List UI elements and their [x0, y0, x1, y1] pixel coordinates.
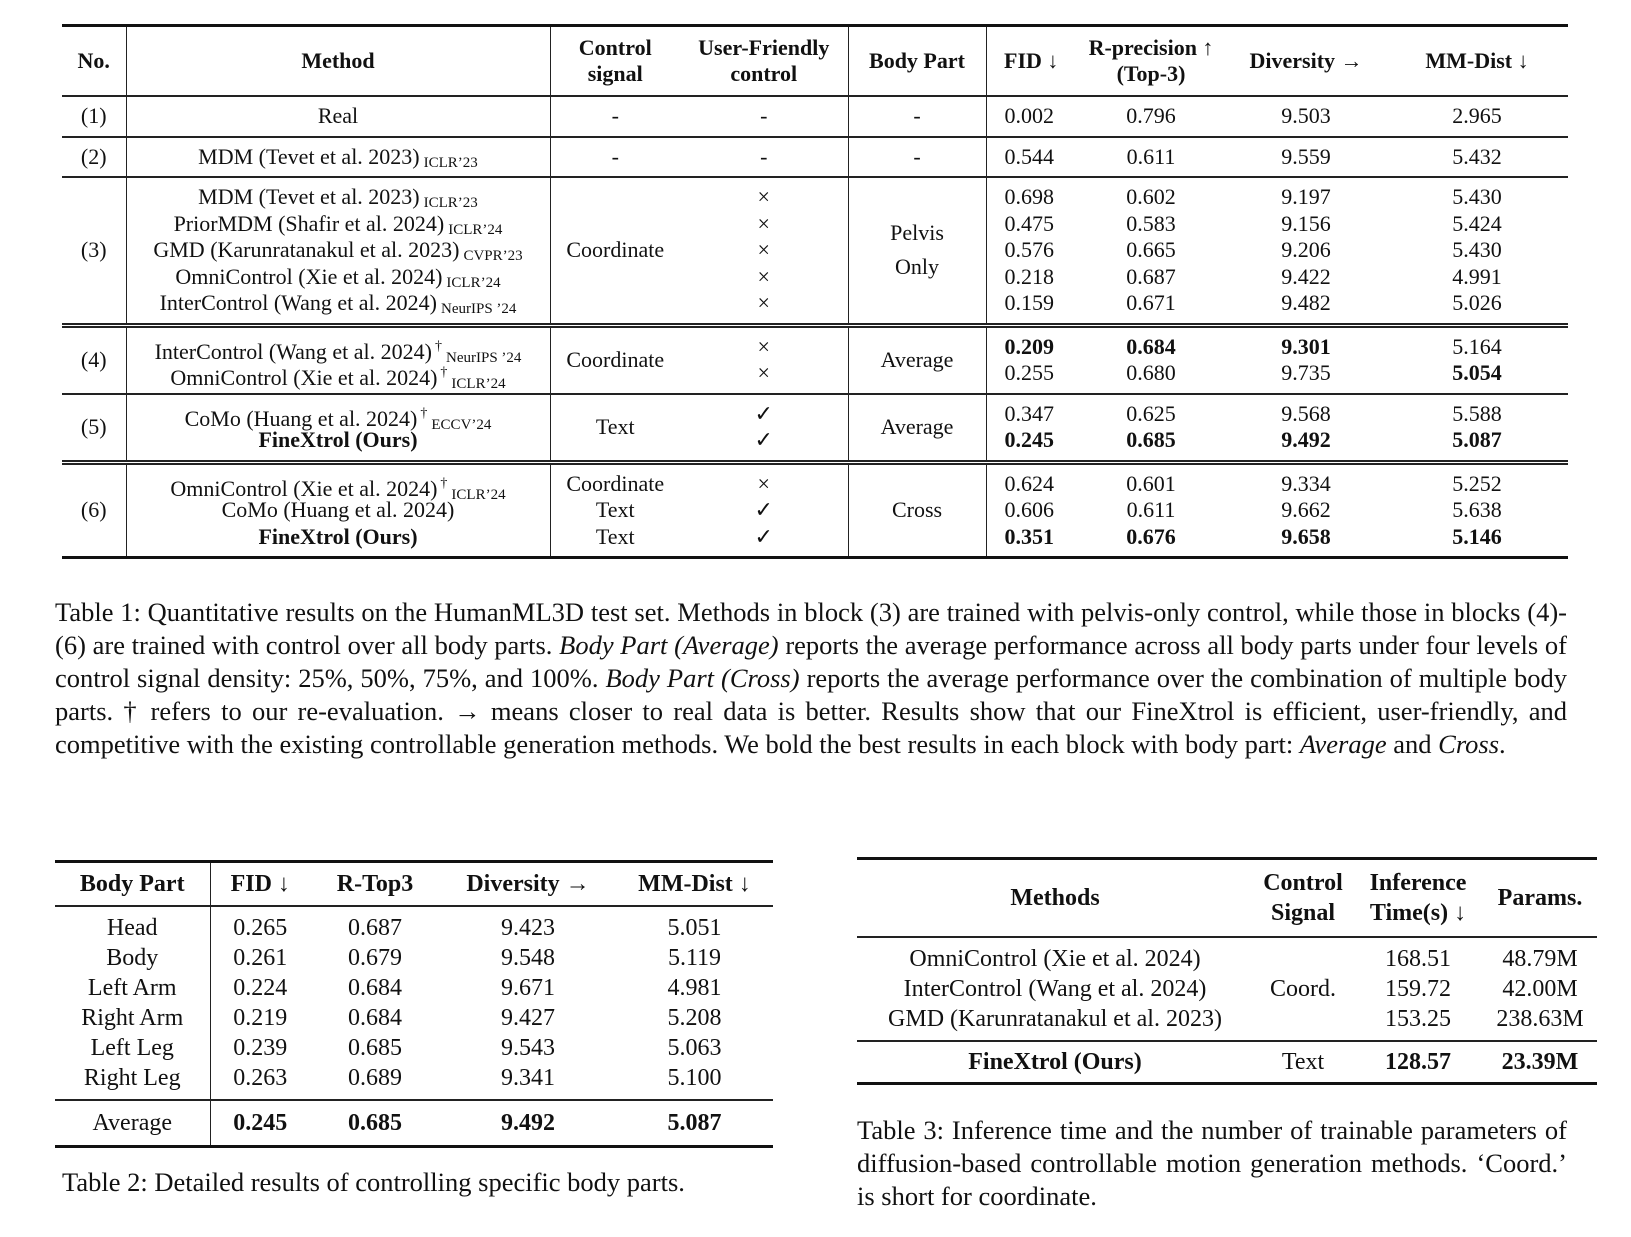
- fid-cell: [986, 177, 1076, 325]
- method-name: FineXtrol (Ours): [258, 427, 418, 452]
- params: 48.79M: [1502, 946, 1578, 972]
- header-user-friendly: User-Friendly control: [698, 35, 830, 86]
- table-row-block: [62, 137, 1568, 178]
- venue-label: ICLR’23: [423, 154, 478, 171]
- table-3-body: [857, 937, 1597, 1084]
- table-row: [55, 943, 773, 973]
- r-precision-cell: [1076, 462, 1226, 558]
- table-row: [857, 974, 1597, 1004]
- venue-label: ECCV’24: [431, 416, 492, 433]
- control-signal-cell: Text: [550, 394, 680, 463]
- venue-label: ICLR’24: [451, 376, 506, 392]
- fid-cell-value: 0.624: [1004, 470, 1054, 496]
- user-friendly-cell-value: ×: [757, 333, 770, 359]
- header-method: Method: [126, 26, 550, 97]
- venue-label: ICLR’23: [423, 195, 478, 211]
- average-value: 0.245: [210, 1100, 310, 1147]
- r-precision-cell: [1076, 137, 1226, 178]
- r-precision-cell-value: 0.583: [1126, 210, 1176, 236]
- table-row: [55, 973, 773, 1003]
- control-signal-cell: -: [550, 137, 680, 178]
- header-r-precision: R-precision ↑ (Top-3): [1088, 35, 1214, 86]
- r-precision-cell-value: 0.684: [1126, 333, 1176, 359]
- header-mm-dist: MM-Dist ↓: [1425, 48, 1529, 73]
- metric-value: 9.427: [501, 1005, 555, 1031]
- table-row-block: [62, 394, 1568, 463]
- t3-header-params: Params.: [1497, 885, 1583, 911]
- table-row: [55, 1033, 773, 1063]
- fid-cell-value: 0.255: [1004, 360, 1054, 385]
- table-row-average: [55, 1100, 773, 1147]
- fid-cell-value: 0.475: [1004, 210, 1054, 236]
- fid-cell-value: 0.002: [1004, 103, 1054, 128]
- metric-value: 9.543: [501, 1035, 555, 1061]
- header-control-signal: Control signal: [550, 26, 680, 97]
- user-friendly-cell-value: ✓: [754, 400, 773, 426]
- diversity-cell: [1226, 325, 1386, 394]
- method-name: GMD (Karunratanakul et al. 2023) $_{CVPR’23}$: [153, 237, 523, 264]
- table-row: [55, 1063, 773, 1100]
- average-value: 9.492: [501, 1110, 555, 1136]
- diversity-cell-value: 9.482: [1281, 290, 1331, 315]
- dagger-mark: †: [440, 475, 448, 491]
- mm-dist-cell-value: 5.430: [1452, 237, 1502, 262]
- diversity-cell-value: 9.334: [1281, 470, 1331, 496]
- metric-value: 0.689: [348, 1065, 402, 1091]
- method-name: CoMo (Huang et al. 2024): [221, 497, 455, 522]
- user-friendly-cell: [680, 177, 848, 325]
- block-number: (6): [80, 497, 107, 522]
- dagger-mark: †: [420, 405, 428, 421]
- fid-cell-value: 0.576: [1004, 237, 1054, 262]
- diversity-cell-value: 9.568: [1281, 400, 1331, 426]
- r-precision-cell-value: 0.665: [1126, 237, 1176, 262]
- mm-dist-cell-value: 5.588: [1452, 400, 1502, 426]
- method-cell: [126, 96, 550, 137]
- metric-value: 0.239: [210, 1033, 310, 1063]
- mm-dist-cell-value: 5.054: [1452, 360, 1502, 385]
- metric-value: 9.341: [501, 1065, 555, 1091]
- r-precision-cell: [1076, 325, 1226, 394]
- mm-dist-cell: [1386, 325, 1568, 394]
- metric-value: 5.051: [667, 915, 722, 941]
- ours-params: 23.39M: [1501, 1049, 1579, 1075]
- diversity-cell: [1226, 96, 1386, 137]
- diversity-cell: [1226, 462, 1386, 558]
- user-friendly-cell: [680, 96, 848, 137]
- control-signal-cell: -: [550, 96, 680, 137]
- method-cell: [126, 394, 550, 463]
- fid-cell-value: 0.245: [1004, 427, 1054, 452]
- r-precision-cell-value: 0.676: [1126, 523, 1176, 549]
- table-row-block: [62, 325, 1568, 394]
- params: 238.63M: [1496, 1006, 1584, 1032]
- table-3: [857, 857, 1597, 1085]
- table-row: [55, 1003, 773, 1033]
- diversity-cell-value: 9.206: [1281, 237, 1331, 262]
- control-signal-cell: Coordinate: [550, 325, 680, 394]
- user-friendly-cell-value: ✓: [754, 497, 773, 522]
- params: 42.00M: [1502, 976, 1578, 1002]
- venue-label: CVPR’23: [463, 248, 523, 264]
- r-precision-cell: [1076, 177, 1226, 325]
- metric-value: 0.219: [210, 1003, 310, 1033]
- mm-dist-cell-value: 5.432: [1452, 143, 1502, 169]
- control-signal-cell: [550, 462, 680, 558]
- metric-value: 9.671: [501, 975, 555, 1001]
- body-part-cell: Average: [848, 394, 986, 463]
- method-name: GMD (Karunratanakul et al. 2023): [888, 1006, 1222, 1032]
- t2-header-mm-dist: MM-Dist ↓: [638, 870, 751, 897]
- r-precision-cell-value: 0.685: [1126, 427, 1176, 452]
- block-number: (3): [80, 237, 107, 262]
- body-part-label: Left Leg: [90, 1035, 174, 1061]
- metric-value: 0.684: [348, 975, 402, 1001]
- table-2: [55, 860, 773, 1148]
- metric-value: 0.265: [210, 906, 310, 943]
- control-signal-cell: Coordinate: [550, 177, 680, 325]
- diversity-cell-value: 9.197: [1281, 184, 1331, 209]
- t2-header-diversity: Diversity →: [466, 870, 590, 897]
- metric-value: 0.684: [348, 1005, 402, 1031]
- r-precision-cell-value: 0.671: [1126, 290, 1176, 315]
- table-row-block: [62, 462, 1568, 558]
- user-friendly-cell: [680, 137, 848, 178]
- fid-cell-value: 0.351: [1004, 523, 1054, 549]
- body-part-cell: Average: [848, 325, 986, 394]
- metric-value: 5.100: [667, 1065, 722, 1091]
- user-friendly-cell: [680, 394, 848, 463]
- metric-value: 0.224: [210, 973, 310, 1003]
- r-precision-cell-value: 0.611: [1126, 143, 1176, 169]
- mm-dist-cell: [1386, 394, 1568, 463]
- mm-dist-cell-value: 2.965: [1452, 103, 1502, 128]
- metric-value: 4.981: [667, 975, 722, 1001]
- metric-value: 0.679: [348, 945, 402, 971]
- method-cell: [126, 177, 550, 325]
- method-name: FineXtrol (Ours): [258, 523, 418, 549]
- r-precision-cell: [1076, 394, 1226, 463]
- metric-value: 5.119: [667, 945, 722, 971]
- dagger-mark: †: [440, 365, 448, 380]
- fid-cell: [986, 462, 1076, 558]
- metric-value: 5.208: [667, 1005, 722, 1031]
- metric-value: 0.687: [348, 915, 402, 941]
- fid-cell-value: 0.218: [1004, 263, 1054, 289]
- mm-dist-cell-value: 5.026: [1452, 290, 1502, 315]
- body-part-label: Right Leg: [83, 1065, 181, 1091]
- dagger-mark: †: [435, 338, 442, 354]
- fid-cell-value: 0.159: [1004, 290, 1054, 315]
- t3-header-methods: Methods: [1010, 885, 1100, 911]
- diversity-cell-value: 9.503: [1281, 103, 1331, 128]
- average-label: Average: [92, 1110, 172, 1136]
- method-name: Real: [317, 103, 359, 128]
- table-row-block: [62, 96, 1568, 137]
- r-precision-cell: [1076, 96, 1226, 137]
- body-part-cell: -: [848, 96, 986, 137]
- method-name: OmniControl (Xie et al. 2024) †$_{ICLR’24}$: [170, 365, 506, 392]
- table-row-block: [62, 177, 1568, 325]
- t3-header-control-signal: Control Signal: [1263, 870, 1343, 926]
- mm-dist-cell-value: 5.164: [1452, 333, 1502, 359]
- diversity-cell-value: 9.156: [1281, 210, 1331, 236]
- metric-value: 0.261: [210, 943, 310, 973]
- control-signal-cell-value: Text: [595, 523, 635, 549]
- venue-label: ICLR’24: [448, 221, 503, 238]
- venue-label: ICLR’24: [451, 486, 506, 503]
- diversity-cell-value: 9.422: [1281, 263, 1331, 289]
- user-friendly-cell-value: ✓: [754, 523, 773, 549]
- mm-dist-cell: [1386, 177, 1568, 325]
- r-precision-cell-value: 0.687: [1126, 263, 1176, 289]
- r-precision-cell-value: 0.625: [1126, 400, 1176, 426]
- t2-header-fid: FID ↓: [210, 862, 310, 907]
- mm-dist-cell: [1386, 462, 1568, 558]
- ours-control: Text: [1281, 1049, 1325, 1075]
- user-friendly-cell-value: ×: [757, 470, 770, 496]
- metric-value: 9.548: [501, 945, 555, 971]
- table-1-caption: Table 1: Quantitative results on the HumanML3D test set. Methods in block (3) are trained with pelvis-only control, while those in blocks (4)-(6) are trained with control over all body parts. Body Part (Average) reports the average performance across all body parts under four levels of control signal density: 25%, 50%, 75%, and 100%. Body Part (Cross) reports the average performance over the combination of multiple body parts. † refers to our re-evaluation. → means closer to real data is better. Results show that our FineXtrol is efficient, user-friendly, and competitive with the existing controllable generation methods. We bold the best results in each block with body part: Average and Cross.: [55, 597, 1568, 759]
- r-precision-cell-value: 0.680: [1126, 360, 1176, 385]
- fid-cell-value: 0.209: [1004, 333, 1054, 359]
- diversity-cell-value: 9.492: [1281, 427, 1331, 452]
- venue-label: NeurIPS ’24: [441, 301, 517, 317]
- method-name: OmniControl (Xie et al. 2024): [909, 946, 1201, 972]
- r-precision-cell-value: 0.611: [1126, 497, 1176, 522]
- header-no: No.: [77, 48, 110, 73]
- mm-dist-cell-value: 5.146: [1452, 523, 1502, 549]
- user-friendly-cell-value: -: [760, 143, 768, 169]
- method-cell: [126, 462, 550, 558]
- table-2-body: [55, 906, 773, 1147]
- fid-cell: [986, 137, 1076, 178]
- header-body-part: Body Part: [848, 26, 986, 97]
- table-row: [857, 937, 1597, 974]
- user-friendly-cell-value: ×: [757, 360, 770, 385]
- fid-cell-value: 0.698: [1004, 184, 1054, 209]
- user-friendly-cell-value: ×: [757, 210, 770, 236]
- t3-header-inference-time: Inference Time(s) ↓: [1369, 870, 1467, 926]
- header-diversity: Diversity →: [1249, 48, 1363, 73]
- venue-label: ICLR’24: [446, 274, 501, 291]
- diversity-cell-value: 9.301: [1281, 333, 1331, 359]
- t2-header-r-top3: R-Top3: [336, 870, 414, 897]
- method-name: OmniControl (Xie et al. 2024) $_{ICLR’24}$: [175, 263, 501, 291]
- mm-dist-cell: [1386, 96, 1568, 137]
- method-name: InterControl (Wang et al. 2024) †$_{NeurIPS ’24}$: [154, 338, 522, 366]
- mm-dist-cell-value: 5.424: [1452, 210, 1502, 236]
- mm-dist-cell-value: 5.252: [1452, 470, 1502, 496]
- user-friendly-cell: [680, 462, 848, 558]
- table-row: [55, 906, 773, 943]
- inference-time: 168.51: [1385, 946, 1451, 972]
- user-friendly-cell-value: ×: [757, 263, 770, 289]
- fid-cell-value: 0.544: [1004, 143, 1054, 169]
- metric-value: 9.423: [501, 915, 555, 941]
- table-row-ours: [857, 1041, 1597, 1084]
- average-value: 5.087: [667, 1110, 722, 1136]
- method-name: InterControl (Wang et al. 2024) $_{NeurIPS ’24}$: [159, 290, 517, 317]
- method-name: CoMo (Huang et al. 2024) †$_{ECCV’24}$: [184, 405, 492, 433]
- control-signal-cell-value: Coordinate: [566, 470, 665, 496]
- r-precision-cell-value: 0.796: [1126, 103, 1176, 128]
- table-1-body: [62, 96, 1568, 558]
- diversity-cell: [1226, 394, 1386, 463]
- method-name: PriorMDM (Shafir et al. 2024) $_{ICLR’24}$: [173, 210, 503, 238]
- control-signal-cell: Coord.: [1270, 976, 1336, 1002]
- mm-dist-cell-value: 5.638: [1452, 497, 1502, 522]
- ours-method: FineXtrol (Ours): [968, 1049, 1142, 1075]
- fid-cell: [986, 394, 1076, 463]
- block-number: (1): [80, 103, 107, 128]
- r-precision-cell-value: 0.602: [1126, 184, 1176, 209]
- user-friendly-cell-value: ×: [757, 237, 770, 262]
- mm-dist-cell-value: 4.991: [1452, 263, 1502, 289]
- user-friendly-cell-value: ✓: [754, 427, 773, 452]
- r-precision-cell-value: 0.601: [1126, 470, 1176, 496]
- body-part-label: Body: [106, 945, 159, 971]
- header-fid: FID ↓: [986, 26, 1076, 97]
- venue-label: NeurIPS ’24: [446, 349, 522, 366]
- diversity-cell-value: 9.735: [1281, 360, 1331, 385]
- body-part-cell: -: [848, 137, 986, 178]
- table-3-caption: Table 3: Inference time and the number of trainable parameters of diffusion-based controllable motion generation methods. ‘Coord.’ is short for coordinate.: [857, 1115, 1567, 1211]
- metric-value: 0.685: [348, 1035, 402, 1061]
- mm-dist-cell-value: 5.087: [1452, 427, 1502, 452]
- body-part-label: Left Arm: [87, 975, 177, 1001]
- diversity-cell: [1226, 137, 1386, 178]
- user-friendly-cell-value: ×: [757, 290, 770, 315]
- ours-time: 128.57: [1385, 1049, 1451, 1075]
- table-row: [857, 1004, 1597, 1041]
- block-number: (4): [80, 346, 107, 372]
- table-1: [62, 24, 1568, 559]
- metric-value: 5.063: [667, 1035, 722, 1061]
- diversity-cell-value: 9.662: [1281, 497, 1331, 522]
- body-part-label: Right Arm: [81, 1005, 184, 1031]
- method-name: MDM (Tevet et al. 2023) $_{ICLR’23}$: [198, 143, 478, 171]
- fid-cell: [986, 325, 1076, 394]
- method-name: InterControl (Wang et al. 2024): [903, 976, 1207, 1002]
- method-name: MDM (Tevet et al. 2023) $_{ICLR’23}$: [198, 184, 478, 211]
- inference-time: 153.25: [1385, 1006, 1451, 1032]
- diversity-cell: [1226, 177, 1386, 325]
- diversity-cell-value: 9.658: [1281, 523, 1331, 549]
- body-part-cell: Pelvis Only: [848, 177, 986, 325]
- method-cell: [126, 137, 550, 178]
- user-friendly-cell-value: -: [760, 103, 768, 128]
- average-value: 0.685: [348, 1110, 402, 1136]
- body-part-label: Head: [106, 915, 158, 941]
- mm-dist-cell: [1386, 137, 1568, 178]
- method-cell: [126, 325, 550, 394]
- metric-value: 0.263: [210, 1063, 310, 1100]
- control-signal-cell-value: Text: [595, 497, 635, 522]
- inference-time: 159.72: [1385, 976, 1451, 1002]
- body-part-cell: Cross: [848, 462, 986, 558]
- t2-header-body-part: Body Part: [79, 870, 185, 897]
- block-number: (2): [80, 143, 107, 169]
- fid-cell: [986, 96, 1076, 137]
- block-number: (5): [80, 413, 107, 439]
- fid-cell-value: 0.347: [1004, 400, 1054, 426]
- method-name: OmniControl (Xie et al. 2024) †$_{ICLR’24}$: [170, 475, 506, 503]
- fid-cell-value: 0.606: [1004, 497, 1054, 522]
- mm-dist-cell-value: 5.430: [1452, 184, 1502, 209]
- user-friendly-cell-value: ×: [757, 184, 770, 209]
- table-2-caption: Table 2: Detailed results of controlling specific body parts.: [62, 1167, 685, 1197]
- diversity-cell-value: 9.559: [1281, 143, 1331, 169]
- user-friendly-cell: [680, 325, 848, 394]
